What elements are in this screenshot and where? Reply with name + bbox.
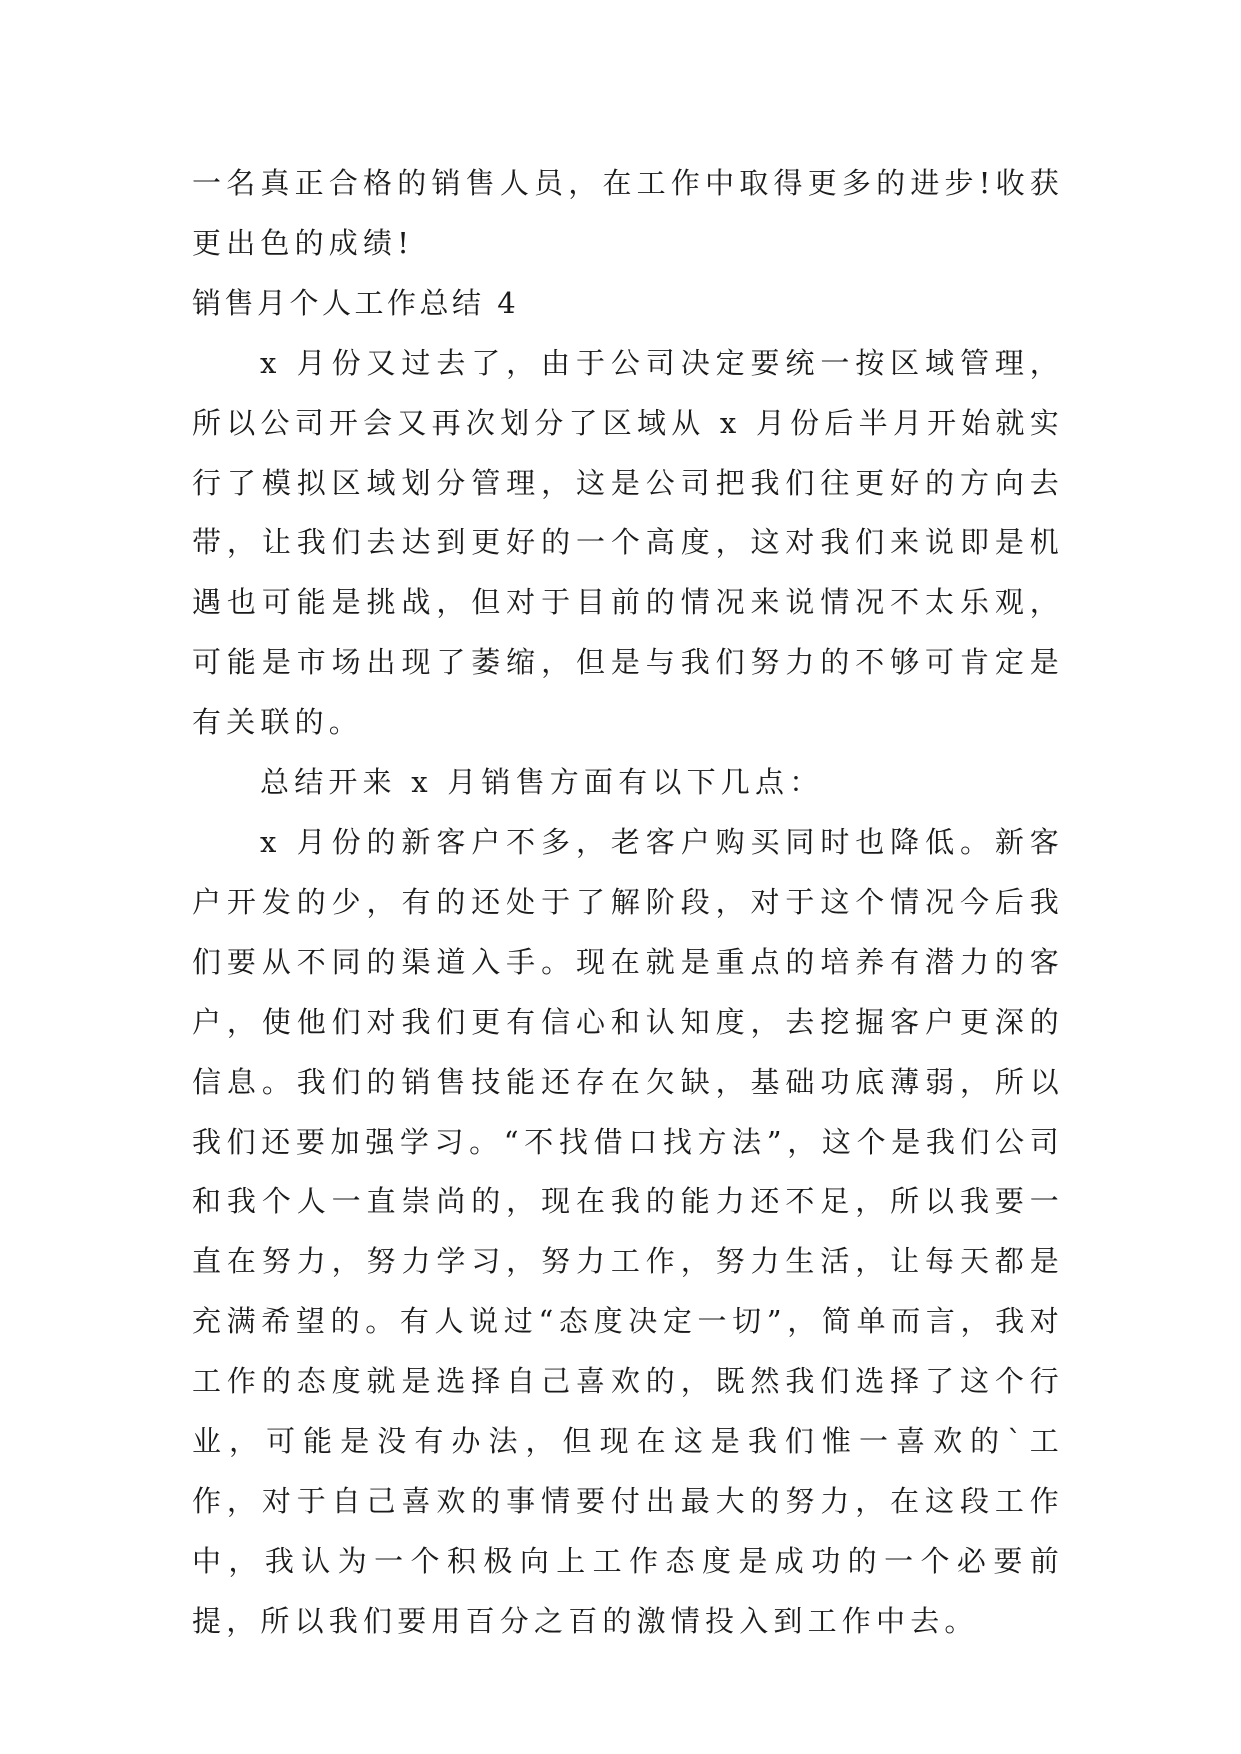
paragraph-intro: x 月份又过去了，由于公司决定要统一按区域管理，所以公司开会又再次划分了区域从 x 月份后半月开始就实行了模拟区域划分管理，这是公司把我们往更好的方向去带，让我们去达到更好的一个高度，这对我们来说即是机遇也可能是挑战，但对于目前的情况来说情况不太乐观，可能是市场出现了萎缩，但是与我们努力的不够可肯定是有关联的。 [192, 345, 1064, 740]
paragraph-summary-lead: 总结开来 x 月销售方面有以下几点： [260, 765, 824, 800]
document-body [192, 154, 1064, 1652]
paragraph-customers: x 月份的新客户不多，老客户购买同时也降低。新客户开发的少，有的还处于了解阶段，对于这个情况今后我们要从不同的渠道入手。现在就是重点的培养有潜力的客户，使他们对我们更有信心和认知度，去挖掘客户更深的信息。我们的销售技能还存在欠缺，基础功底薄弱，所以我们还要加强学习。“不找借口找方法”，这个是我们公司和我个人一直崇尚的，现在我的能力还不足，所以我要一直在努力，努力学习，努力工作，努力生活，让每天都是充满希望的。有人说过“态度决定一切”，简单而言，我对工作的态度就是选择自己喜欢的，既然我们选择了这个行业，可能是没有办法，但现在这是我们惟一喜欢的`工作，对于自己喜欢的事情要付出最大的努力，在这段工作中，我认为一个积极向上工作态度是成功的一个必要前提，所以我们要用百分之百的激情投入到工作中去。 [192, 824, 1064, 1638]
section-heading: 销售月个人工作总结 4 [192, 285, 520, 320]
paragraph-closing: 一名真正合格的销售人员，在工作中取得更多的进步!收获更出色的成绩! [192, 166, 1064, 260]
